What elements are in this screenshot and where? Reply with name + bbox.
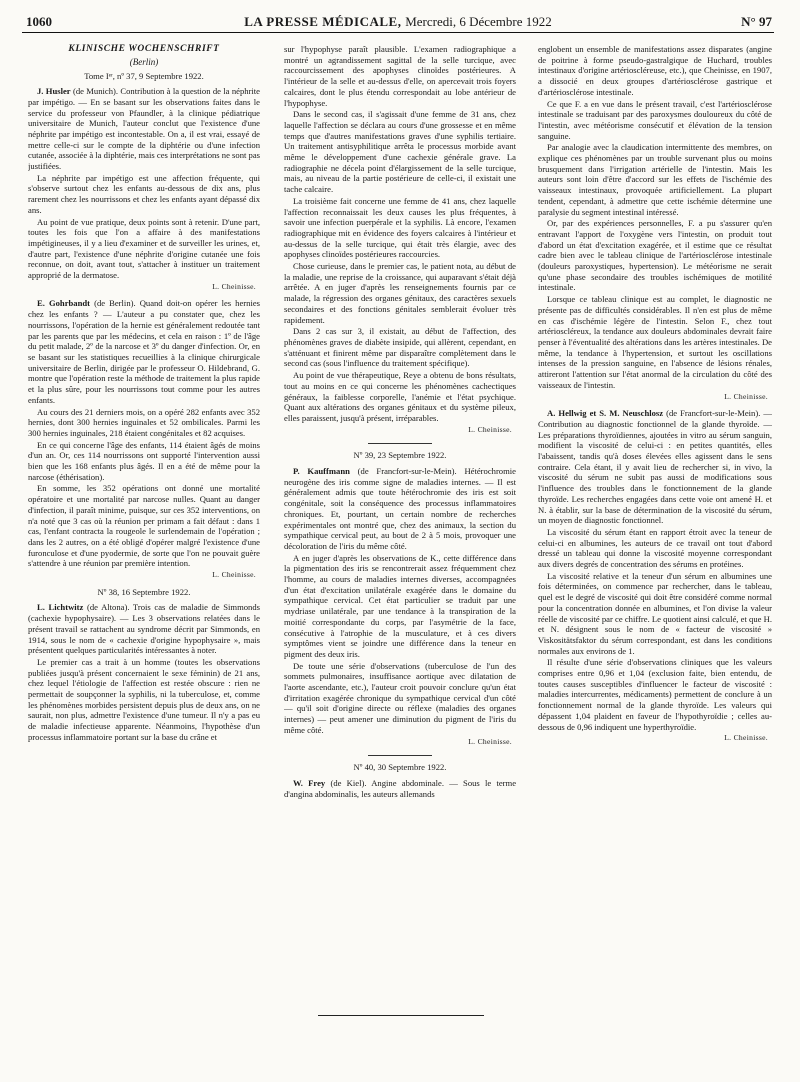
column-1 — [28, 44, 260, 1064]
paragraph: De toute une série d'observations (tuberculose de l'un des sommets pulmonaires, insuffisance aortique avec dilatation de l'aorte ascendante, etc.), l'auteur croit pouvoir conclure qu'un état d'irritation exagérée chronique du sympathique cervical d'un côté — qu'il soit d'origine directe ou réflexe (maladies des organes internes) — peut amener une diminution du pigment de l'iris du même côté. — [284, 660, 516, 735]
article-author: J. Husler — [37, 86, 71, 97]
paragraph: Au point de vue thérapeutique, Reye a obtenu de bons résultats, tout au moins en ce qui concerne les phénomènes cachectiques généraux, la faiblesse corporelle, l'anémie et l'état psychique. Quant aux altérations des organes génitaux et du système pileux, elles paraissent, jusqu'à présent, irréparables. — [284, 370, 516, 423]
signature: L. Cheinisse. — [212, 570, 256, 580]
paragraph: Il résulte d'une série d'observations cliniques que les valeurs comprises entre 0,96 et 1,04 (exclusion faite, bien entendu, de toutes causes susceptibles d'influencer le facteur de viscosité : maladies intercurrentes, médicaments) permettent de conclure à un fonctionnement normal de la glande thyroïde. Les valeurs qui dépassent 1,04 plaident en faveur de l'hypothyroïdie ; celles au-dessous de 0,96 indiquent une hyperthyroïdie. — [538, 657, 772, 732]
signature: L. Cheinisse. — [468, 736, 512, 746]
paragraph: sur l'hypophyse paraît plausible. L'examen radiographique a montré un agrandissement sagittal de la selle turcique, avec raccourcissement des apophyses clinoïdes postérieures. A l'intérieur de la selle et au-dessus d'elle, on apercevait trois foyers calcaires, dont le plus étendu correspondait au lobe antérieur de l'hypophyse. — [284, 44, 516, 108]
paragraph: Chose curieuse, dans le premier cas, le patient nota, au début de la maladie, une reprise de la croissance, qui auparavant s'était déjà arrêtée. A en juger d'après les renseignements fournis par ce malade, la régression des organes génitaux, des caractères sexuels secondaires et des fonctions génitales semblerait évoluer très rapidement. — [284, 261, 516, 325]
column-2 — [284, 44, 516, 1064]
page-header — [22, 14, 774, 33]
separator-rule — [368, 443, 432, 444]
issue-date: Mercredi, 6 Décembre 1922 — [405, 14, 552, 29]
paragraph: Au point de vue pratique, deux points sont à retenir. D'une part, toutes les fois que l'on a affaire à des manifestations impétigineuses, il y a lieu d'examiner et de surveiller les urines, et, d'autre part, l'existence d'une néphrite d'origine cutanée une fois reconnue, on doit, avant tout, s'attacher à instituer un traitement approprié de la dermatose. — [28, 216, 260, 281]
paragraph: Le premier cas a trait à un homme (toutes les observations publiées jusqu'à présent concernaient le sexe féminin) de 21 ans, chez lequel l'étiologie de l'affection est restée obscure : rien ne permettait de soupçonner la syphilis, ni la tuberculose, et, comme les phénomènes morbides persistent depuis plus de deux ans, on ne saurait, non plus, admettre l'existence d'une tumeur. Il n'y a pas eu de maladie infectieuse apparente. Néanmoins, l'hypothèse d'un processus inflammatoire portant sur la base du crâne et — [28, 656, 260, 742]
signature: L. Cheinisse. — [212, 281, 256, 291]
paragraph: La troisième fait concerne une femme de 41 ans, chez laquelle l'affection reconnaissait les deux causes les plus fréquentes, à savoir une infection puerpérale et la syphilis. Là encore, l'examen radiographique mit en évidence des foyers calcaires à l'intérieur et au-dessus de la selle turcique, qui était très élargie, avec des apophyses clinoïdes postérieures raccourcies. — [284, 195, 516, 260]
column-3 — [538, 44, 772, 1064]
paragraph: Par analogie avec la claudication intermittente des membres, on explique ces phénomènes par un trouble survenant plus ou moins brusquement dans l'irrigation artérielle de l'intestin. Mais les auteurs sont loin d'être d'accord sur les effets de l'ischémie des vaisseaux intestinaux, provoquée artificiellement. La plupart tendent, cependant, à admettre que cette ischémie détermine une paralysie du segment intestinal intéressé. — [538, 142, 772, 217]
signature: L. Cheinisse. — [724, 733, 768, 743]
article-author: E. Gohrbandt — [37, 298, 91, 309]
page-number: 1060 — [26, 14, 52, 29]
article-hellwig: A. Hellwig et S. M. Neuschlosz (de Francfort-sur-le-Mein). — Contribution au diagnostic fonctionnel de la glande thyroïde. — Les préparations thyroïdiennes, ajoutées in vitro au sérum sanguin, modifient la viscosité de celui-ci : en petites quantités, elles l'abaissent, tandis qu'à doses élevées elles agissent dans le sens contraire. Cela étant, il y avait lieu de rechercher si, in vivo, la viscosité du sérum ne subit pas aussi de modifications sous l'influence des troubles dans le fonctionnement de la glande thyroïde. Les recherches engagées dans cette voie ont amené H. et N. à établir, sur la base de détermination de la viscosité du sérum, un moyen de diagnostic fonctionnel. — [538, 408, 772, 526]
paragraph: englobent un ensemble de manifestations assez disparates (angine de poitrine à forme pseudo-gastralgique de Huchard, troubles intestinaux d'origine artérioscléreuse, etc.), que Cheinisse, en 1907, a dissocié en deux groupes d'artériosclérose gastrique et d'artériosclérose intestinale. — [538, 44, 772, 97]
separator-rule — [368, 755, 432, 756]
article-gohrbandt: E. Gohrbandt (de Berlin). Quand doit-on opérer les hernies chez les enfants ? — L'auteur a pu constater que, chez les nourrissons, l'opération de la hernie est généralement redoutée tant par les parents que par les médecins, et cela en raison : 1º de l'âge du petit malade, 2º de la narcose et 3º du danger d'infection. Or, en se basant sur les statistiques recueillies à la clinique chirurgicale universitaire de Berlin, dirigée par le professeur O. Hildebrand, G. montre que l'opération reste la méthode de traitement la plus rapide et la plus sûre, pour les nourrissons tout comme pour les autres enfants. — [28, 298, 260, 405]
paragraph: Dans le second cas, il s'agissait d'une femme de 31 ans, chez laquelle l'affection se déclara au cours d'une grossesse et en même temps que d'autres manifestations graves d'une syphilis tertiaire. Un traitement antisyphilitique arrêta le processus morbide avant même le développement d'une cachexie générale grave. La radiographie ne décela point d'élargissement de la selle turcique, mais, au niveau de la partie postérieure de celle-ci, il existait une tache calcaire. — [284, 109, 516, 195]
paragraph: La néphrite par impétigo est une affection fréquente, qui s'observe surtout chez les enfants au-dessous de dix ans, plus rarement chez les nourrissons et chez les enfants ayant dépassé dix ans. — [28, 172, 260, 215]
signature: L. Cheinisse. — [724, 391, 768, 401]
paragraph: La viscosité relative et la teneur d'un sérum en albumines une fois déterminées, on commence par rechercher, dans le tableau, quel est le degré de viscosité qui doit être considéré comme normal pour la concentration donnée en albumines, et l'on divise la valeur réelle de viscosité par ce chiffre. Le quotient ainsi calculé, et que H. et N. désignent sous le nom de « facteur de viscosité » Viskositätsfaktor du sérum correspondant, est dans les conditions normales aux environs de 1. — [538, 570, 772, 656]
running-title — [22, 14, 774, 30]
article-kauffmann: P. Kauffmann (de Francfort-sur-le-Mein). Hétérochromie neurogène des iris comme signe de maladies internes. — Il est généralement admis que toute hétérochromie des iris est soit congénitale, soit la conséquence des processus inflammatoires chroniques. Et, pourtant, un certain nombre de recherches expérimentales ont montré que, chez des animaux, la section du sympathique cervical peut, au bout de 2 à 5 mois, provoquer une décoloration de l'iris du même côté. — [284, 466, 516, 551]
paragraph: Lorsque ce tableau clinique est au complet, le diagnostic ne présente pas de difficultés considérables. Il n'en est plus de même en cas d'ischémie légère de l'intestin. Selon F., chez tout artérioscléreux, la tendance aux douleurs abdominales devrait faire penser à l'éventualité des altérations dans les artères intestinales. De même, la tendance à l'hypertension, et surtout les oscillations intenses de la pression sanguine, en l'absence de lésions rénales, attireront l'attention sur l'état anormal de la circulation du côté des vaisseaux de l'intestin. — [538, 294, 772, 390]
paragraph: Or, par des expériences personnelles, F. a pu s'assurer qu'en entravant l'apport de l'oxygène vers l'intestin, on produit tout d'abord un état d'excitation exagérée, et il estime que ce résultat cadre bien avec le tableau clinique de l'artériosclérose intestinale (douleurs paroxystiques, hypertension). Le météorisme ne serait qu'une phase secondaire des troubles ischémiques de motilité intestinale. — [538, 218, 772, 293]
paragraph: Dans 2 cas sur 3, il existait, au début de l'affection, des phénomènes graves de diabète insipide, qui allèrent, cependant, en s'atténuant et finirent même par disparaître complètement dans le second cas (sous l'influence du traitement spécifique). — [284, 326, 516, 369]
article-frey: W. Frey (de Kiel). Angine abdominale. — Sous le terme d'angina abdominalis, les auteurs allemands — [284, 778, 516, 799]
journal-name: LA PRESSE MÉDICALE, — [244, 14, 402, 29]
paragraph: Ce que F. a en vue dans le présent travail, c'est l'artériosclérose intestinale se traduisant par des paroxysmes douloureux du côté de l'intestin, avec météorisme consécutif et élévation de la tension sanguine. — [538, 98, 772, 141]
article-author: P. Kauffmann — [293, 466, 350, 477]
bottom-separator-rule — [318, 1015, 484, 1016]
article-lichtwitz: L. Lichtwitz (de Altona). Trois cas de maladie de Simmonds (cachexie hypophysaire). — Les 3 observations relatées dans le présent travail se rattachent au syndrome décrit par Simmonds, en 1914, sous le nom de « cachexie d'origine hypophysaire », mais présentent quelques particularités intéressantes à noter. — [28, 602, 260, 656]
paragraph: La viscosité du sérum étant en rapport étroit avec la teneur de celui-ci en albumines, les auteurs de ce travail ont tout d'abord dressé un tableau qui donne la viscosité moyenne correspondant aux divers degrés de concentration des sérums en protéines. — [538, 526, 772, 570]
paragraph: En ce qui concerne l'âge des enfants, 114 étaient âgés de moins d'un an. Or, ces 114 nourrissons ont supporté l'intervention aussi bien que les 168 enfants plus âgés. Il en a été de même pour la narcose (éthérisation). — [28, 439, 260, 482]
paragraph: En somme, les 352 opérations ont donné une mortalité opératoire et une mortalité par narcose nulles. Quant au danger d'infection, il paraît minime, puisque, sur ces 352 interventions, on n'a noté que 3 cas où la réunion per primam a fait défaut : dans 1 cas, l'enfant contracta la rougeole le surlendemain de l'opération ; dans les 2 autres, on a été obligé d'opérer malgré l'existence d'une furonculose et d'une pyodermie, de sorte que l'on ne pouvait guère s'attendre à une réunion par première intention. — [28, 483, 260, 569]
section-date: Tome Iᵉʳ, nº 37, 9 Septembre 1922. — [84, 71, 204, 82]
article-author: A. Hellwig et S. M. Neuschlosz — [547, 408, 664, 419]
paragraph: Au cours des 21 derniers mois, on a opéré 282 enfants avec 352 hernies, dont 300 hernies inguinales et 52 ombilicales. Parmi les 300 hernies inguinales, 218 étaient congénitales et 82 acquises. — [28, 406, 260, 438]
article-author: L. Lichtwitz — [37, 602, 84, 613]
journal-review-title: KLINISCHE WOCHENSCHRIFT — [68, 44, 220, 54]
section-date: Nº 38, 16 Septembre 1922. — [97, 586, 191, 597]
paragraph: A en juger d'après les observations de K., cette différence dans la pigmentation des iris se rencontrerait assez fréquemment chez l'homme, au cours de maladies internes diverses, accompagnées d'un état d'excitation unilatérale exagérée dans le domaine du sympathique cervical. Cet état particulier se traduit par une mydriase unilatérale, par une tendance à la transpiration de la moitié correspondante du corps, par l'asymétrie de la face, consécutive à l'atrophie de la musculature, et à ces divers symptômes vient se joindre une différence dans la teneur en pigment des deux iris. — [284, 552, 516, 659]
section-date: Nº 40, 30 Septembre 1922. — [353, 762, 447, 773]
section-date: Nº 39, 23 Septembre 1922. — [353, 450, 447, 461]
article-husler: J. Husler (de Munich). Contribution à la question de la néphrite par impétigo. — En se basant sur les observations faites dans le service du professeur von Pfaundler, à la clinique pédiatrique universitaire de Munich, l'auteur conclut que l'existence d'une néphrite par impétigo est incontestable. On a, il est vrai, essayé de mettre celle-ci sur le compte de la diphtérie ou d'une infection cutanée, associée à la diphtérie, mais ces interprétations ne sont pas justifiées. — [28, 86, 260, 172]
signature: L. Cheinisse. — [468, 424, 512, 434]
article-author: W. Frey — [293, 778, 326, 788]
journal-review-city: (Berlin) — [129, 56, 159, 67]
issue-number: N° 97 — [741, 14, 772, 29]
